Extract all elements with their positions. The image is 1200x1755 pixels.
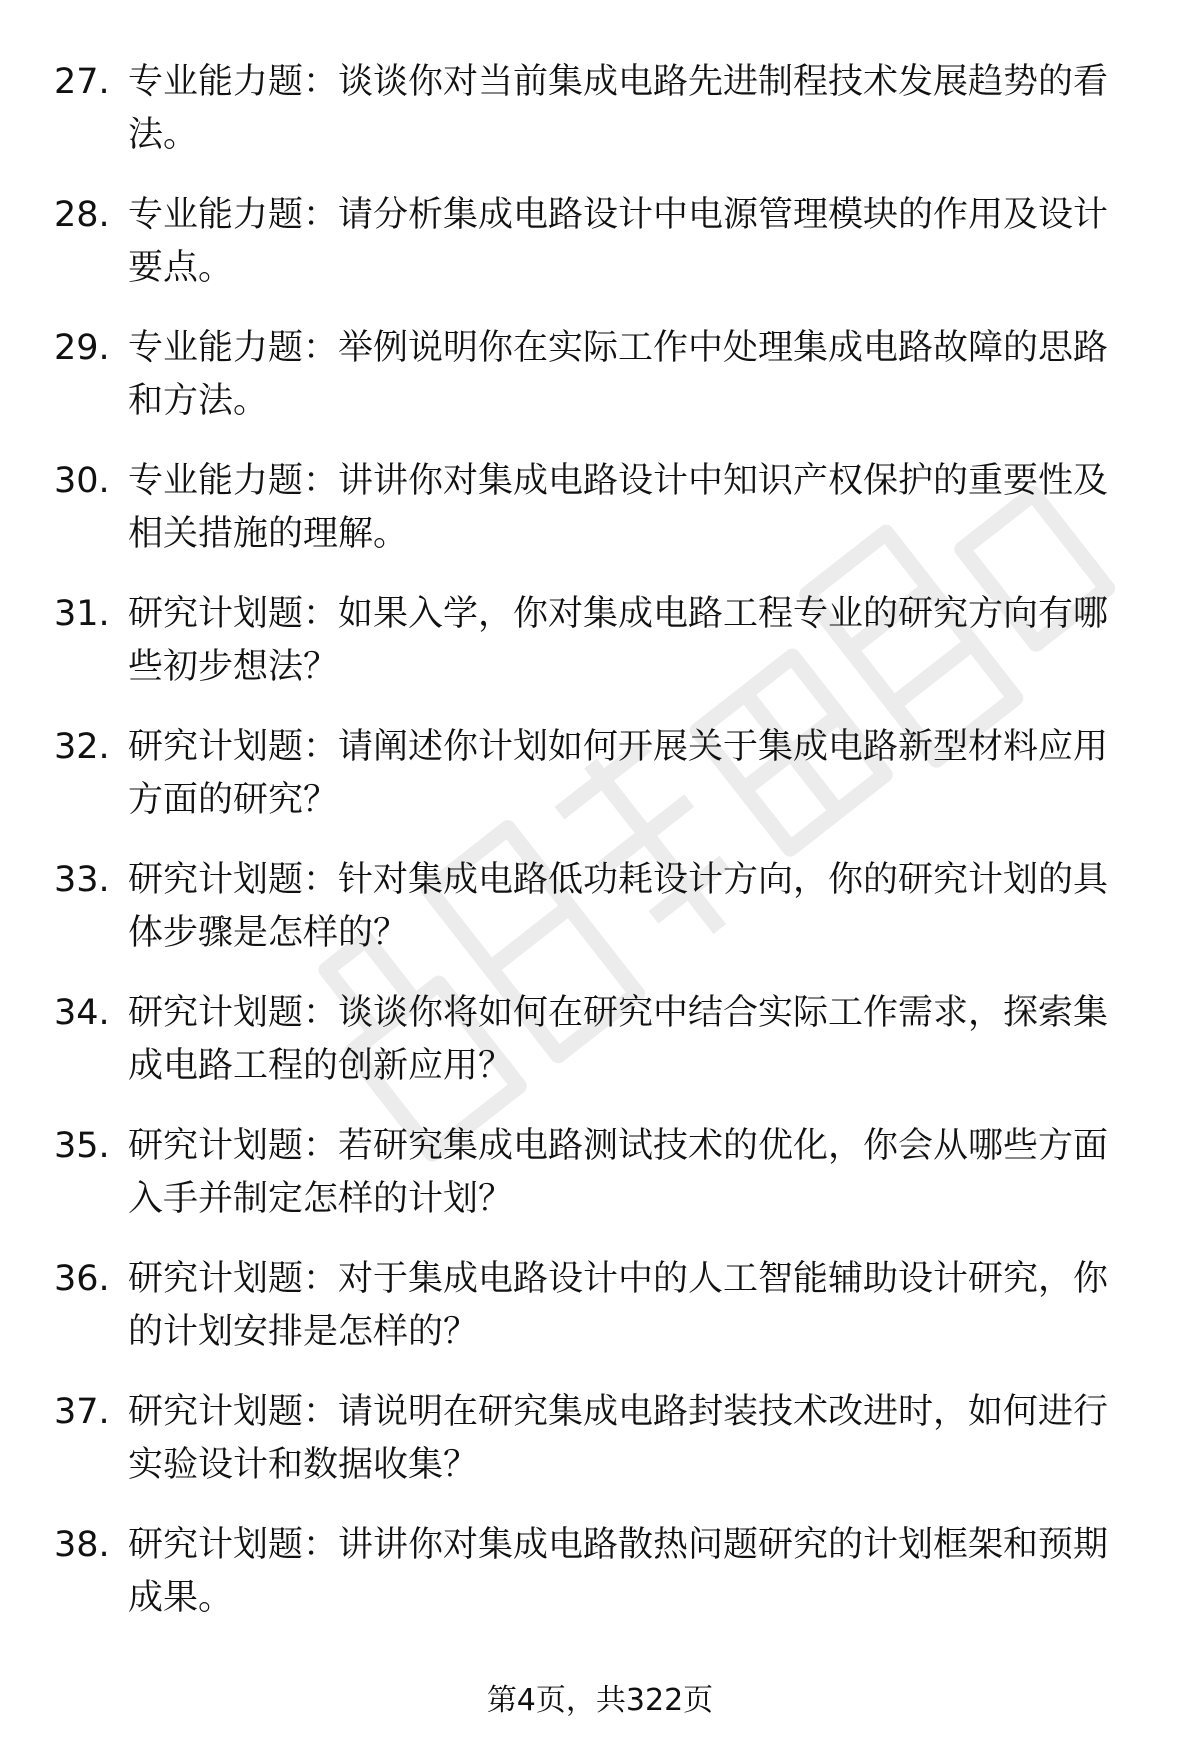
question-category: 研究计划题 ： xyxy=(128,860,338,900)
question-text: 如果入学，你对集成电路工程专业的研究方向有哪些初步想法？ xyxy=(128,594,1109,687)
question-body xyxy=(128,56,1138,162)
question-body xyxy=(128,987,1138,1093)
question-category: 研究计划题 ： xyxy=(128,993,338,1033)
question-item-34 xyxy=(0,987,1200,1120)
question-number: 30. xyxy=(54,461,110,501)
question-text: 谈谈你将如何在研究中结合实际工作需求，探索集成电路工程的创新应用？ xyxy=(128,993,1109,1086)
question-body xyxy=(128,322,1138,428)
question-body xyxy=(128,588,1138,694)
question-item-36 xyxy=(0,1253,1200,1386)
question-text: 谈谈你对当前集成电路先进制程技术发展趋势的看法。 xyxy=(128,62,1109,155)
question-category: 专业能力题 ： xyxy=(128,62,338,102)
question-number: 34. xyxy=(54,993,110,1033)
question-text: 讲讲你对集成电路设计中知识产权保护的重要性及相关措施的理解。 xyxy=(128,461,1109,554)
question-body xyxy=(128,1253,1138,1359)
question-category: 研究计划题 ： xyxy=(128,1525,338,1565)
question-category: 研究计划题 ： xyxy=(128,1126,338,1166)
question-number: 27. xyxy=(54,62,110,102)
question-number: 37. xyxy=(54,1392,110,1432)
question-text: 讲讲你对集成电路散热问题研究的计划框架和预期成果。 xyxy=(128,1525,1109,1618)
question-item-38 xyxy=(0,1519,1200,1652)
question-number: 35. xyxy=(54,1126,110,1166)
question-category: 专业能力题 ： xyxy=(128,461,338,501)
question-body xyxy=(128,1120,1138,1226)
question-item-27 xyxy=(0,56,1200,189)
question-item-32 xyxy=(0,721,1200,854)
question-item-28 xyxy=(0,189,1200,322)
question-text: 对于集成电路设计中的人工智能辅助设计研究，你的计划安排是怎样的？ xyxy=(128,1259,1109,1352)
question-number: 33. xyxy=(54,860,110,900)
question-body xyxy=(128,455,1138,561)
question-list xyxy=(0,56,1200,1652)
question-item-31 xyxy=(0,588,1200,721)
question-body xyxy=(128,189,1138,295)
question-body xyxy=(128,1519,1138,1625)
question-category: 研究计划题 ： xyxy=(128,1392,338,1432)
question-item-37 xyxy=(0,1386,1200,1519)
question-number: 32. xyxy=(54,727,110,767)
question-number: 31. xyxy=(54,594,110,634)
question-text: 请分析集成电路设计中电源管理模块的作用及设计要点。 xyxy=(128,195,1109,288)
question-category: 专业能力题 ： xyxy=(128,195,338,235)
question-item-35 xyxy=(0,1120,1200,1253)
question-text: 请阐述你计划如何开展关于集成电路新型材料应用方面的研究？ xyxy=(128,727,1109,820)
question-item-29 xyxy=(0,322,1200,455)
question-item-33 xyxy=(0,854,1200,987)
question-body xyxy=(128,721,1138,827)
question-number: 28. xyxy=(54,195,110,235)
question-number: 29. xyxy=(54,328,110,368)
question-text: 请说明在研究集成电路封装技术改进时，如何进行实验设计和数据收集？ xyxy=(128,1392,1109,1485)
question-category: 研究计划题 ： xyxy=(128,1259,338,1299)
question-text: 若研究集成电路测试技术的优化，你会从哪些方面入手并制定怎样的计划？ xyxy=(128,1126,1109,1219)
question-body xyxy=(128,1386,1138,1492)
page-number-footer: 第4页，共322页 xyxy=(486,1683,714,1718)
question-category: 研究计划题 ： xyxy=(128,727,338,767)
question-category: 研究计划题 ： xyxy=(128,594,338,634)
question-body xyxy=(128,854,1138,960)
question-item-30 xyxy=(0,455,1200,588)
question-category: 专业能力题 ： xyxy=(128,328,338,368)
question-text: 举例说明你在实际工作中处理集成电路故障的思路和方法。 xyxy=(128,328,1109,421)
question-text: 针对集成电路低功耗设计方向，你的研究计划的具体步骤是怎样的？ xyxy=(128,860,1109,953)
question-number: 36. xyxy=(54,1259,110,1299)
question-number: 38. xyxy=(54,1525,110,1565)
